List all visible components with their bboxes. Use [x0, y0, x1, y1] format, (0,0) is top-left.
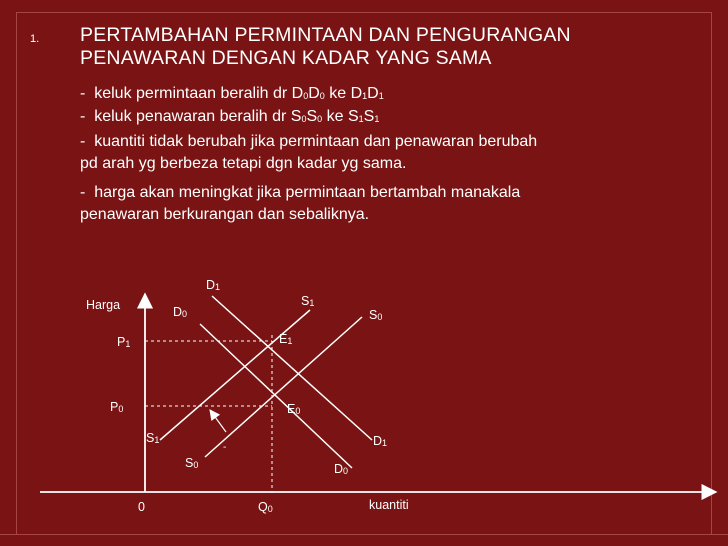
curve-label-s0-top: $S_0$ [369, 308, 383, 322]
x-axis-label: kuantiti [369, 498, 409, 512]
shift-arrow [210, 410, 226, 432]
equilibrium-label-e1: $E_1$ [279, 332, 293, 346]
y-axis-label: Harga [86, 298, 121, 312]
equilibrium-label-e0: $E_0$ [287, 402, 301, 416]
heading-line-2: PENAWARAN DENGAN KADAR YANG SAMA [80, 47, 492, 69]
bullet-demand-shift: - keluk permintaan beralih dr $D_0D_0$ ke $D_1D_1$ [80, 85, 384, 102]
bullet-supply-shift: - keluk penawaran beralih dr $S_0S_0$ ke $S_1S_1$ [80, 108, 380, 125]
curve-label-d0-top: $D_0$ [173, 305, 188, 319]
curve-label-d0-bottom: $D_0$ [334, 462, 349, 476]
heading-line-1: PERTAMBAHAN PERMINTAAN DAN PENGURANGAN [80, 24, 571, 46]
quantity-label-q0: $Q_0$ [258, 500, 273, 514]
curve-label-s1-top: $S_1$ [301, 294, 315, 308]
curve-label-s1-bottom: $S_1$ [146, 431, 160, 445]
curve-label-d1-bottom: $D_1$ [373, 434, 388, 448]
bullet-quantity-unchanged: - kuantiti tidak berubah jika permintaan dan penawaran berubah pd arah yg berbeza tetapi dgn kadar yg sama. [80, 133, 538, 172]
supply-curve-s1 [160, 310, 310, 440]
stray-mark: - [223, 442, 227, 453]
price-label-p1: $P_1$ [117, 335, 131, 349]
price-label-p0: $P_0$ [110, 400, 124, 414]
bullet-price-increase: - harga akan meningkat jika permintaan bertambah manakala penawaran berkurangan dan sebaliknya. [80, 184, 521, 223]
origin-label: 0 [138, 500, 145, 514]
demand-curve-d1 [212, 296, 372, 440]
curve-label-s0-bottom: $S_0$ [185, 456, 199, 470]
curve-label-d1-top: $D_1$ [206, 278, 221, 292]
list-item-number: 1. [30, 33, 40, 45]
